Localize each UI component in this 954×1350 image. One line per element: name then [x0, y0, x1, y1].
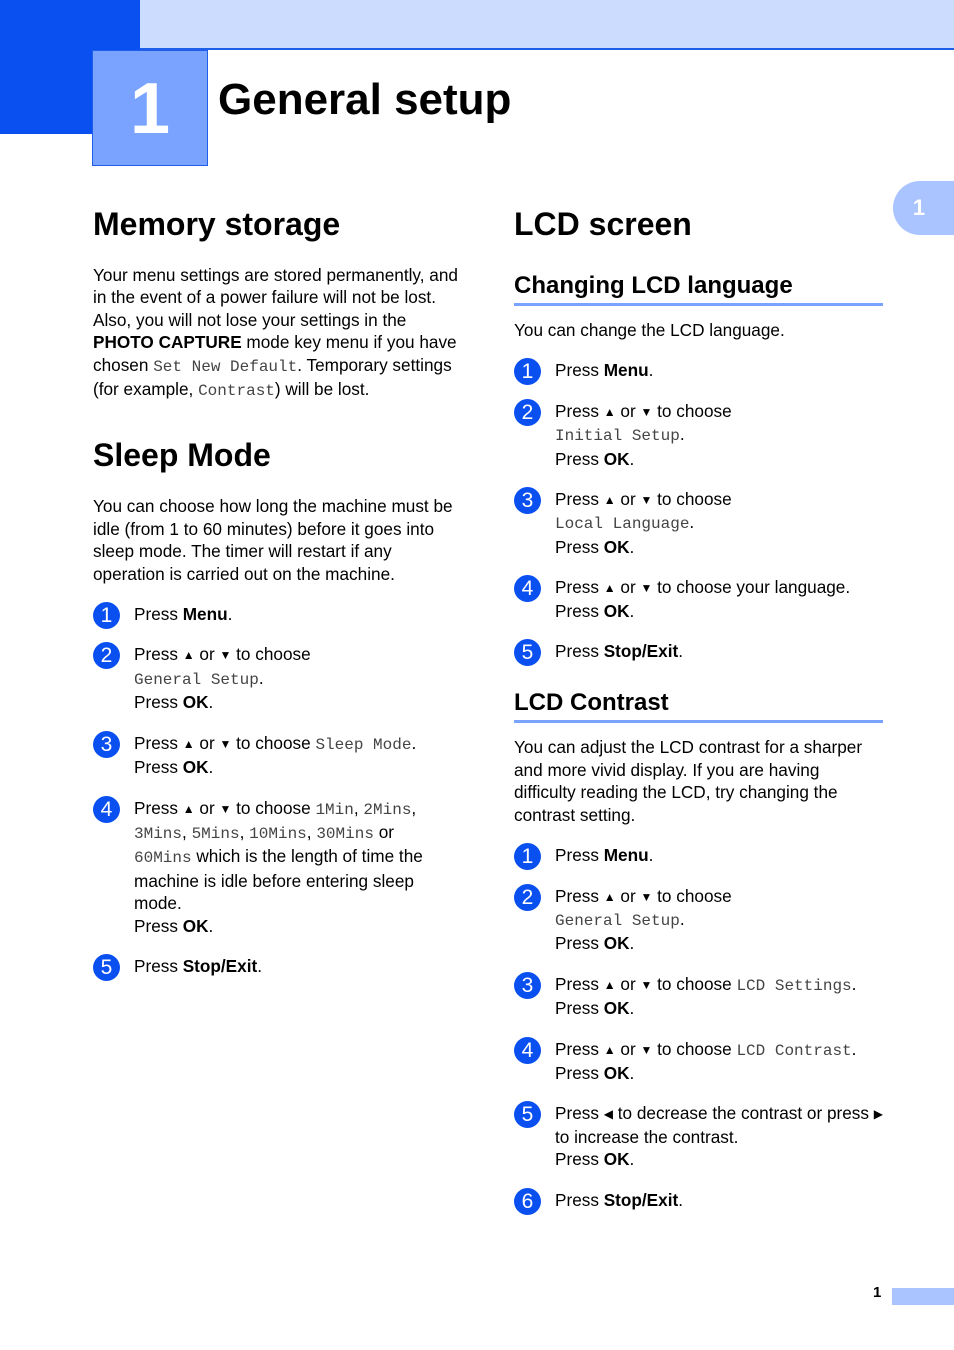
- text-span: Press: [555, 641, 604, 662]
- text-span: Press: [555, 1103, 604, 1124]
- menu-option: 10Mins: [249, 824, 307, 843]
- lang-step-2: [514, 400, 883, 470]
- sleep-step-1: [93, 603, 465, 628]
- text-span: .: [629, 600, 635, 621]
- contrast-step-6: [514, 1189, 883, 1211]
- key-label: OK: [603, 448, 630, 469]
- text-span: .: [678, 1189, 683, 1210]
- step-number: 4: [514, 575, 541, 602]
- key-label: OK: [182, 757, 209, 778]
- step-number: 2: [514, 884, 541, 911]
- down-arrow-icon: ▼: [640, 889, 653, 904]
- text-span: Press: [555, 1038, 604, 1059]
- up-arrow-icon: ▲: [182, 648, 195, 663]
- key-label: OK: [603, 1062, 630, 1083]
- text-span: .: [629, 536, 635, 557]
- text-span: or: [194, 797, 220, 818]
- menu-option: 2Mins: [363, 800, 412, 819]
- text-span: or: [194, 644, 220, 665]
- contrast-step-4: [514, 1038, 883, 1085]
- text-span: to choose: [652, 489, 732, 510]
- text-span: ,: [353, 797, 364, 818]
- lcd-contrast-intro: You can adjust the LCD contrast for a sharper and more vivid display. If you are having difficulty reading the LCD, try changing the contrast setting.: [514, 737, 863, 825]
- step-number: 5: [514, 1101, 541, 1128]
- text-span: .: [629, 933, 635, 954]
- text-span: Press: [555, 448, 604, 469]
- text-span: Press: [555, 1189, 604, 1210]
- chapter-number: 1: [129, 69, 171, 149]
- text-span: Press: [555, 536, 604, 557]
- step-number: 4: [514, 1037, 541, 1064]
- up-arrow-icon: ▲: [603, 404, 616, 419]
- text-span: to choose: [652, 885, 732, 906]
- text-span: to choose: [231, 797, 316, 818]
- menu-option: Set New Default: [153, 357, 298, 376]
- text-span: Press: [134, 644, 183, 665]
- key-label: OK: [603, 998, 630, 1019]
- text-span: Press: [555, 577, 604, 598]
- lang-step-1: [514, 359, 883, 384]
- menu-option: 3Mins: [134, 824, 183, 843]
- text-span: ,: [306, 821, 317, 842]
- text-span: Press: [134, 732, 183, 753]
- memory-storage-text: [93, 264, 465, 402]
- key-label: OK: [603, 600, 630, 621]
- text-span: Press: [555, 998, 604, 1019]
- header-band: [140, 0, 954, 50]
- text-span: or: [194, 732, 220, 753]
- step-number: 2: [93, 642, 120, 669]
- text-span: to increase the contrast.: [555, 1126, 739, 1147]
- text-span: Press: [555, 1149, 604, 1170]
- text-span: or: [615, 577, 641, 598]
- text-span: Press: [134, 915, 183, 936]
- key-label: Stop/Exit: [182, 955, 258, 976]
- text-span: Press: [134, 757, 183, 778]
- text-span: Press: [555, 1062, 604, 1083]
- chapter-title: General setup: [218, 75, 512, 124]
- text-span: Press: [555, 885, 604, 906]
- key-label: OK: [603, 536, 630, 557]
- text-span: Press: [134, 604, 183, 625]
- text-span: .: [411, 732, 417, 753]
- contrast-step-1: [514, 844, 883, 869]
- key-label: OK: [182, 692, 209, 713]
- text-span: to choose your language.: [652, 577, 851, 598]
- text-span: .: [629, 998, 635, 1019]
- sleep-mode-intro: You can choose how long the machine must be idle (from 1 to 60 minutes) before it goes into sleep mode. The timer will restart if any operation is carried out on the machine.: [93, 496, 453, 584]
- menu-option: Initial Setup: [555, 427, 680, 446]
- key-label: Menu: [603, 360, 649, 381]
- key-label: Stop/Exit: [603, 1189, 679, 1210]
- step-number: 1: [514, 843, 541, 870]
- lcd-language-intro: You can change the LCD language.: [514, 320, 785, 340]
- down-arrow-icon: ▼: [640, 1042, 653, 1057]
- text-span: .: [629, 448, 635, 469]
- changing-lcd-language-heading: Changing LCD language: [514, 271, 883, 306]
- contrast-step-3: [514, 973, 883, 1020]
- menu-option: 1Min: [315, 800, 354, 819]
- text-span: Press: [134, 955, 183, 976]
- text-span: Press: [134, 797, 183, 818]
- page-number-bar: [892, 1288, 954, 1305]
- menu-option: Local Language: [555, 515, 690, 534]
- menu-option: Contrast: [198, 382, 275, 401]
- text-span: ,: [239, 821, 250, 842]
- contrast-step-2: [514, 885, 883, 955]
- step-number: 4: [93, 796, 120, 823]
- text-span: ) will be lost.: [274, 379, 370, 400]
- memory-storage-heading: Memory storage: [93, 206, 341, 242]
- down-arrow-icon: ▼: [640, 493, 653, 508]
- key-label: OK: [182, 915, 209, 936]
- text-span: .: [208, 692, 214, 713]
- key-label: Menu: [182, 604, 228, 625]
- lang-step-4: [514, 576, 883, 622]
- chapter-number-box: [92, 50, 208, 166]
- text-span: Press: [555, 360, 604, 381]
- text-span: which is the length of time the machine is idle before entering sleep mode.: [134, 846, 423, 914]
- down-arrow-icon: ▼: [219, 801, 232, 816]
- menu-option: Sleep Mode: [315, 735, 412, 754]
- text-span: .: [257, 955, 262, 976]
- text-span: or: [615, 1038, 641, 1059]
- step-number: 3: [514, 487, 541, 514]
- page-number: 1: [873, 1284, 882, 1301]
- text-span: .: [258, 667, 264, 688]
- contrast-step-5: [514, 1102, 883, 1170]
- text-span: or: [615, 489, 641, 510]
- up-arrow-icon: ▲: [603, 889, 616, 904]
- text-span: .: [208, 757, 214, 778]
- right-column: [514, 205, 883, 1211]
- menu-option: LCD Settings: [736, 976, 852, 995]
- down-arrow-icon: ▼: [640, 581, 653, 596]
- text-span: or: [373, 821, 394, 842]
- text-span: Press: [555, 933, 604, 954]
- text-span: or: [615, 973, 641, 994]
- sleep-step-2: [93, 643, 465, 713]
- text-span: to choose: [652, 1038, 737, 1059]
- text-span: ,: [411, 797, 417, 818]
- side-tab-number: 1: [912, 195, 926, 220]
- key-label: OK: [603, 1149, 630, 1170]
- text-span: Press: [555, 400, 604, 421]
- up-arrow-icon: ▲: [182, 801, 195, 816]
- key-label: OK: [603, 933, 630, 954]
- text-span: Your menu settings are stored permanently, and in the event of a power failure will not be lost. Also, you will not lose your settings in the: [93, 265, 458, 330]
- key-label: Menu: [603, 845, 649, 866]
- menu-option: General Setup: [134, 670, 259, 689]
- step-number: 3: [93, 731, 120, 758]
- photo-capture-label: PHOTO CAPTURE: [93, 332, 242, 353]
- down-arrow-icon: ▼: [640, 977, 653, 992]
- key-label: Stop/Exit: [603, 641, 679, 662]
- sleep-mode-heading: Sleep Mode: [93, 437, 271, 474]
- text-span: Press: [555, 489, 604, 510]
- lang-step-5: [514, 640, 883, 665]
- lcd-screen-heading: LCD screen: [514, 206, 692, 242]
- text-span: .: [629, 1149, 635, 1170]
- text-span: .: [208, 915, 214, 936]
- text-span: Press: [134, 692, 183, 713]
- chapter-side-tab: [893, 181, 954, 235]
- step-number: 3: [514, 972, 541, 999]
- text-span: Press: [555, 973, 604, 994]
- menu-option: 60Mins: [134, 849, 192, 868]
- lang-step-3: [514, 488, 883, 558]
- text-span: or: [615, 885, 641, 906]
- text-span: to decrease the contrast or press: [612, 1103, 874, 1124]
- text-span: Press: [555, 845, 604, 866]
- text-span: .: [227, 604, 233, 625]
- left-arrow-icon: ◀: [603, 1107, 613, 1122]
- text-span: to choose: [652, 973, 737, 994]
- up-arrow-icon: ▲: [603, 581, 616, 596]
- menu-option: General Setup: [555, 911, 680, 930]
- menu-option: 5Mins: [191, 824, 240, 843]
- sleep-step-5: [93, 955, 465, 977]
- up-arrow-icon: ▲: [182, 736, 195, 751]
- down-arrow-icon: ▼: [219, 648, 232, 663]
- step-number: 5: [93, 954, 120, 981]
- text-span: .: [851, 973, 857, 994]
- step-number: 6: [514, 1188, 541, 1215]
- text-span: .: [629, 1062, 635, 1083]
- text-span: . Temporary settings (for example,: [93, 354, 452, 400]
- up-arrow-icon: ▲: [603, 1042, 616, 1057]
- text-span: .: [678, 641, 683, 662]
- lcd-contrast-heading: LCD Contrast: [514, 688, 883, 723]
- text-span: Press: [555, 600, 604, 621]
- text-span: or: [615, 400, 641, 421]
- step-number: 1: [514, 358, 541, 385]
- text-span: to choose: [231, 644, 311, 665]
- menu-option: 30Mins: [316, 824, 374, 843]
- text-span: .: [679, 424, 685, 445]
- up-arrow-icon: ▲: [603, 493, 616, 508]
- up-arrow-icon: ▲: [603, 977, 616, 992]
- step-number: 5: [514, 639, 541, 666]
- right-arrow-icon: ▶: [873, 1107, 883, 1122]
- text-span: .: [648, 845, 654, 866]
- down-arrow-icon: ▼: [640, 404, 653, 419]
- sleep-step-4: [93, 797, 465, 937]
- text-span: .: [689, 512, 695, 533]
- text-span: mode key menu if you have chosen: [93, 332, 457, 375]
- text-span: to choose: [231, 732, 316, 753]
- text-span: .: [679, 908, 685, 929]
- down-arrow-icon: ▼: [219, 736, 232, 751]
- step-number: 2: [514, 399, 541, 426]
- text-span: to choose: [652, 400, 732, 421]
- text-span: .: [851, 1038, 857, 1059]
- text-span: ,: [182, 821, 192, 842]
- left-column: [93, 205, 465, 977]
- sleep-step-3: [93, 732, 465, 779]
- menu-option: LCD Contrast: [736, 1041, 852, 1060]
- text-span: .: [648, 360, 654, 381]
- step-number: 1: [93, 602, 120, 629]
